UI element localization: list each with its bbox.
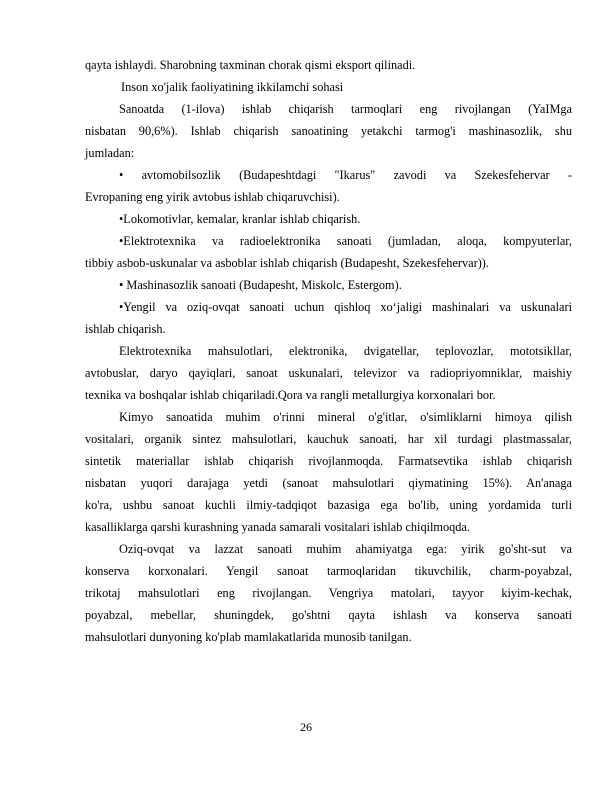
text-line: Elektrotexnika mahsulotlari, elektronika, dvigatellar, teplovozlar, mototsikllar, <box>119 344 572 358</box>
text-line: Evropaning eng yirik avtobus ishlab chiqaruvchisi). <box>85 190 340 204</box>
bullet-item: •Lokomotivlar, kemalar, kranlar ishlab chiqarish. <box>119 212 361 226</box>
text-line: Kimyo sanoatida muhim o'rinni mineral o'g'itlar, o'simliklarni himoya qilish <box>119 410 572 424</box>
text-line: nisbatan yuqori darajaga yetdi (sanoat mahsulotlari qiymatining 15%). An'anaga <box>85 476 572 490</box>
text-line: avtobuslar, daryo qayiqlari, sanoat uskunalari, televizor va radiopriyomniklar, maishiy <box>85 366 572 380</box>
text-line: poyabzal, mebellar, shuningdek, go'shtni qayta ishlash va konserva sanoati <box>85 608 572 622</box>
bullet-item: • avtomobilsozlik (Budapeshtdagi "Ikarus" zavodi va Szekesfehervar - <box>119 168 572 182</box>
text-line: ko'ra, ushbu sanoat kuchli ilmiy-tadqiqot bazasiga ega bo'lib, uning yordamida turli <box>85 498 572 512</box>
text-line: Oziq-ovqat va lazzat sanoati muhim ahamiyatga ega: yirik go'sht-sut va <box>119 542 572 556</box>
text-line: ishlab chiqarish. <box>85 322 166 336</box>
text-line: konserva korxonalari. Yengil sanoat tarmoqlaridan tikuvchilik, charm-poyabzal, <box>85 564 572 578</box>
text-line: tibbiy asbob-uskunalar va asboblar ishlab chiqarish (Budapesht, Szekesfehervar)). <box>85 256 489 270</box>
bullet-item: •Elektrotexnika va radioelektronika sanoati (jumladan, aloqa, kompyuterlar, <box>119 234 572 248</box>
text-line: mahsulotlari dunyoning ko'plab mamlakatlarida munosib tanilgan. <box>85 630 412 644</box>
text-line: qayta ishlaydi. Sharobning taxminan chorak qismi eksport qilinadi. <box>85 58 416 72</box>
text-line: sintetik materiallar ishlab chiqarish rivojlanmoqda. Farmatsevtika ishlab chiqarish <box>85 454 572 468</box>
text-line: Sanoatda (1-ilova) ishlab chiqarish tarmoqlari eng rivojlangan (YaIMga <box>119 102 572 116</box>
text-line: texnika va boshqalar ishlab chiqariladi.Qora va rangli metallurgiya korxonalari bor. <box>85 388 496 402</box>
text-line: kasalliklarga qarshi kurashning yanada samarali vositalari ishlab chiqilmoqda. <box>85 520 470 534</box>
text-line: jumladan: <box>85 146 135 160</box>
text-line: vositalari, organik sintez mahsulotlari, kauchuk sanoati, har xil turdagi plastmassalar, <box>85 432 572 446</box>
bullet-item: • Mashinasozlik sanoati (Budapesht, Miskolc, Estergom). <box>119 278 402 292</box>
page-number: 26 <box>300 720 312 734</box>
section-heading: Inson xo'jalik faoliyatining ikkilamchi sohasi <box>121 80 344 94</box>
text-line: trikotaj mahsulotlari eng rivojlangan. Vengriya matolari, tayyor kiyim-kechak, <box>85 586 572 600</box>
document-body <box>85 54 572 648</box>
bullet-item: •Yengil va oziq-ovqat sanoati uchun qishloq xo‘jaligi mashinalari va uskunalari <box>119 300 572 314</box>
text-line: nisbatan 90,6%). Ishlab chiqarish sanoatining yetakchi tarmog'i mashinasozlik, shu <box>85 124 572 138</box>
